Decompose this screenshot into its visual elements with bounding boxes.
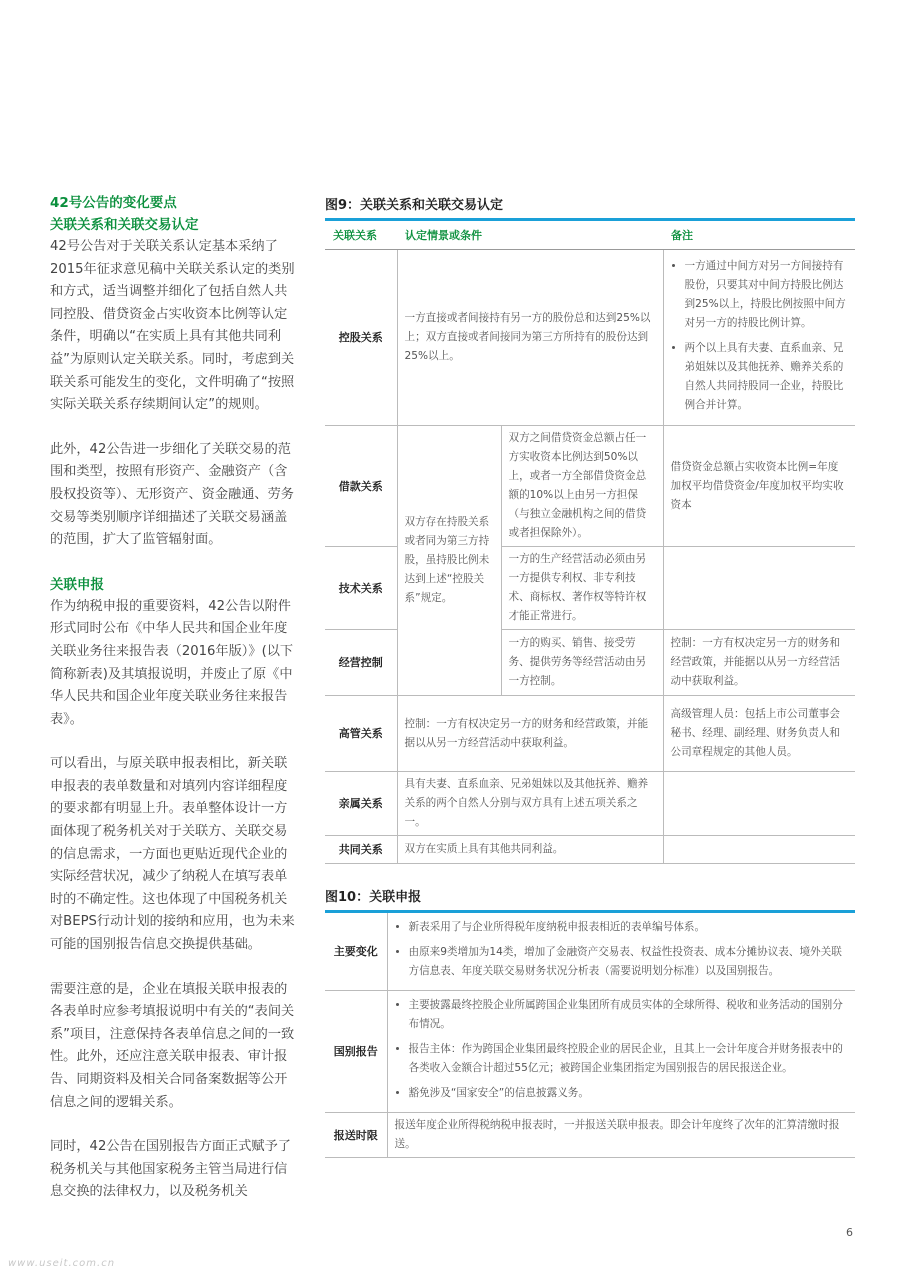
- row-label: 高管关系: [325, 696, 397, 772]
- right-column: [325, 194, 855, 1158]
- table-cell: [387, 912, 855, 991]
- paragraph: 可以看出，与原关联申报表相比，新关联申报表的表单数量和对填列内容详细程度的要求都有明显上升。表单整体设计一方面体现了税务机关对于关联方、关联交易的信息需求，一方面也更贴近现代企业的实际经营状况，减少了纳税人在填写表单时的不确定性。这也体现了中国税务机关对BEPS行动计划的接纳和应用，也为未来可能的国别报告信息交换提供基础。: [50, 756, 295, 953]
- figure-title: 图9：关联关系和关联交易认定: [325, 198, 504, 213]
- table-cell: 双方之间借贷资金总额占任一方实收资本比例达到50%以上，或者一方全部借贷资金总额的10%以上由另一方担保（与独立金融机构之间的借贷或者担保除外）。: [501, 426, 663, 547]
- table-row: [325, 772, 855, 836]
- row-label: 控股关系: [325, 250, 397, 426]
- table-cell: 一方的生产经营活动必须由另一方提供专利权、非专利技术、商标权、著作权等特许权才能正常进行。: [501, 547, 663, 630]
- table-cell: 高级管理人员：包括上市公司董事会秘书、经理、副经理、财务负责人和公司章程规定的其他人员。: [663, 696, 855, 772]
- row-label: 报送时限: [325, 1113, 387, 1158]
- paragraph: 42号公告对于关联关系认定基本采纳了2015年征求意见稿中关联关系认定的类别和方式，适当调整并细化了包括自然人共同控股、借贷资金占实收资本比例等认定条件，明确以“在实质上具有其他共同利益”为原则认定关联关系。同时，考虑到关联关系可能发生的变化，文件明确了“按照实际关联关系存续期间认定”的规则。: [50, 239, 295, 413]
- table-row: [325, 426, 855, 547]
- related-party-table: [325, 218, 855, 864]
- row-label: 技术关系: [325, 547, 397, 630]
- subsection-heading: 关联申报: [50, 576, 104, 593]
- figure-10: [325, 886, 855, 1158]
- column-header: 关联关系: [325, 220, 397, 250]
- list-item: • 豁免涉及“国家安全”的信息披露义务。: [409, 1084, 849, 1103]
- table-cell: [663, 250, 855, 426]
- column-header: 认定情景或条件: [397, 220, 663, 250]
- table-cell: [387, 991, 855, 1113]
- left-column: [50, 192, 300, 1226]
- table-header-row: [325, 220, 855, 250]
- table-row: [325, 836, 855, 864]
- section-heading: 42号公告的变化要点: [50, 195, 177, 211]
- table-cell: 一方直接或者间接持有另一方的股份总和达到25%以上；双方直接或者间接同为第三方所持有的股份达到25%以上。: [397, 250, 663, 426]
- table-cell: [663, 772, 855, 836]
- table-row: [325, 696, 855, 772]
- table-cell: [663, 547, 855, 630]
- table-cell: [663, 836, 855, 864]
- table-cell: 控制：一方有权决定另一方的财务和经营政策，并能据以从另一方经营活动中获取利益。: [663, 630, 855, 696]
- list-item: • 主要披露最终控股企业所属跨国企业集团所有成员实体的全球所得、税收和业务活动的国别分布情况。: [409, 996, 849, 1034]
- row-label: 共同关系: [325, 836, 397, 864]
- column-header: 备注: [663, 220, 855, 250]
- list-item: • 新表采用了与企业所得税年度纳税申报表相近的表单编号体系。: [409, 918, 849, 937]
- row-label: 借款关系: [325, 426, 397, 547]
- page-number: 6: [846, 1226, 853, 1239]
- table-cell: 控制：一方有权决定另一方的财务和经营政策，并能据以从另一方经营活动中获取利益。: [397, 696, 663, 772]
- table-cell: 双方存在持股关系或者同为第三方持股，虽持股比例未达到上述“控股关系”规定。: [397, 426, 501, 696]
- row-label: 经营控制: [325, 630, 397, 696]
- paragraph: 作为纳税申报的重要资料，42公告以附件形式同时公布《中华人民共和国企业年度关联业务往来报告表（2016年版）》(以下简称新表)及其填报说明，并废止了原《中华人民共和国企业年度关联业务往来报告表》。: [50, 598, 294, 727]
- table-cell: 一方的购买、销售、接受劳务、提供劳务等经营活动由另一方控制。: [501, 630, 663, 696]
- paragraph: 需要注意的是，企业在填报关联申报表的各表单时应参考填报说明中有关的“表间关系”项目，注意保持各表单信息之间的一致性。此外，还应注意关联申报表、审计报告、同期资料及相关合同备案数据等公开信息之间的逻辑关系。: [50, 981, 295, 1110]
- watermark: www.useit.com.cn: [8, 1258, 116, 1269]
- table-row: [325, 912, 855, 991]
- list-item: • 两个以上具有夫妻、直系血亲、兄弟姐妹以及其他抚养、赡养关系的自然人共同持股同一企业，持股比例合并计算。: [685, 339, 849, 415]
- paragraph: 同时，42公告在国别报告方面正式赋予了税务机关与其他国家税务主管当局进行信息交换的法律权力，以及税务机关: [50, 1139, 291, 1200]
- table-cell: 双方在实质上具有其他共同利益。: [397, 836, 663, 864]
- related-filing-table: [325, 910, 855, 1158]
- row-label: 亲属关系: [325, 772, 397, 836]
- list-item: • 报告主体：作为跨国企业集团最终控股企业的居民企业，且其上一会计年度合并财务报表中的各类收入金额合计超过55亿元；被跨国企业集团指定为国别报告的居民报送企业。: [409, 1040, 849, 1078]
- table-cell: 报送年度企业所得税纳税申报表时，一并报送关联申报表。即会计年度终了次年的汇算清缴时报送。: [387, 1113, 855, 1158]
- table-row: [325, 991, 855, 1113]
- table-cell: 借贷资金总额占实收资本比例=年度加权平均借贷资金/年度加权平均实收资本: [663, 426, 855, 547]
- list-item: • 一方通过中间方对另一方间接持有股份，只要其对中间方持股比例达到25%以上，持股比例按照中间方对另一方的持股比例计算。: [685, 257, 849, 333]
- list-item: • 由原来9类增加为14类，增加了金融资产交易表、权益性投资表、成本分摊协议表、境外关联方信息表、年度关联交易财务状况分析表（需要说明划分标准）以及国别报告。: [409, 943, 849, 981]
- table-row: [325, 1113, 855, 1158]
- table-cell: 具有夫妻、直系血亲、兄弟姐妹以及其他抚养、赡养关系的两个自然人分别与双方具有上述五项关系之一。: [397, 772, 663, 836]
- row-label: 国别报告: [325, 991, 387, 1113]
- row-label: 主要变化: [325, 912, 387, 991]
- subsection-heading: 关联关系和关联交易认定: [50, 217, 199, 233]
- table-row: [325, 250, 855, 426]
- paragraph: 此外，42公告进一步细化了关联交易的范围和类型，按照有形资产、金融资产（含股权投资等）、无形资产、资金融通、劳务交易等类别顺序详细描述了关联交易涵盖的范围，扩大了监管辐射面。: [50, 441, 294, 548]
- figure-title: 图10：关联申报: [325, 890, 422, 905]
